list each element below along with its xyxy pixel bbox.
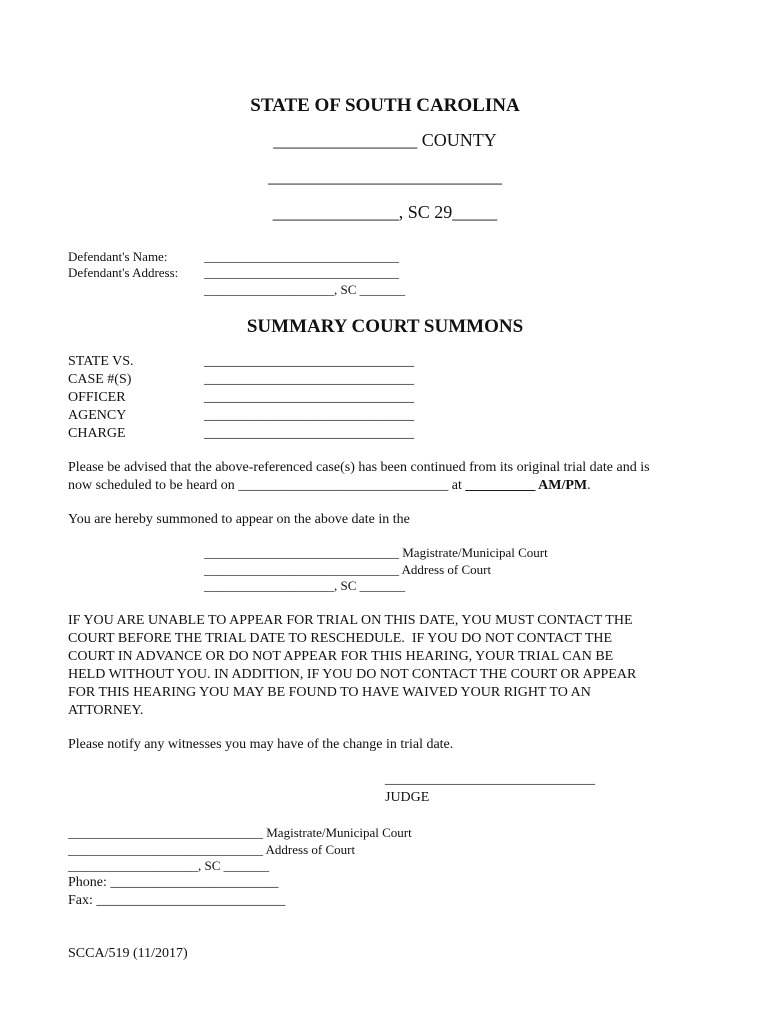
footer-court-address-field[interactable]: ______________________________ Address of Court — [68, 842, 356, 857]
warning-line-3: COURT IN ADVANCE OR DO NOT APPEAR FOR THIS HEARING, YOUR TRIAL CAN BE — [68, 649, 614, 664]
defendant-name-label: Defendant's Name: — [68, 249, 168, 264]
county-line[interactable]: ________________ COUNTY — [273, 130, 497, 150]
court-name-line[interactable]: __________________________ — [268, 166, 502, 186]
agency-field[interactable]: ______________________________ — [204, 408, 414, 423]
warning-line-5: FOR THIS HEARING YOU MAY BE FOUND TO HAVE WAIVED YOUR RIGHT TO AN — [68, 685, 591, 700]
trial-time-field[interactable]: __________ AM/PM — [465, 478, 588, 493]
summon-text: You are hereby summoned to appear on the above date in the — [68, 512, 410, 527]
city-zip-line[interactable]: ______________, SC 29_____ — [272, 202, 498, 222]
agency-label: AGENCY — [68, 408, 127, 423]
witness-notice: Please notify any witnesses you may have of the change in trial date. — [68, 737, 454, 752]
case-number-label: CASE #(S) — [68, 372, 132, 387]
defendant-city-field[interactable]: ____________________, SC _______ — [204, 282, 406, 297]
defendant-address-label: Defendant's Address: — [68, 265, 179, 280]
defendant-name-field[interactable]: ______________________________ — [204, 249, 399, 264]
notice-line-1: Please be advised that the above-referenced case(s) has been continued from its original trial date and is — [68, 460, 650, 475]
state-vs-label: STATE VS. — [68, 354, 134, 369]
warning-line-4: HELD WITHOUT YOU. IN ADDITION, IF YOU DO NOT CONTACT THE COURT OR APPEAR — [68, 667, 637, 682]
notice-period: . — [587, 478, 591, 493]
fax-field[interactable]: Fax: ___________________________ — [68, 893, 286, 908]
form-id: SCCA/519 (11/2017) — [68, 946, 188, 961]
defendant-address-field[interactable]: ______________________________ — [204, 265, 399, 280]
form-title: SUMMARY COURT SUMMONS — [246, 316, 524, 337]
warning-line-1: IF YOU ARE UNABLE TO APPEAR FOR TRIAL ON THIS DATE, YOU MUST CONTACT THE — [68, 613, 633, 628]
charge-label: CHARGE — [68, 426, 126, 441]
court-address-field[interactable]: ______________________________ Address of Court — [204, 562, 492, 577]
footer-court-city-field[interactable]: ____________________, SC _______ — [68, 858, 270, 873]
phone-field[interactable]: Phone: ________________________ — [68, 875, 279, 890]
footer-court-name-field[interactable]: ______________________________ Magistrate/Municipal Court — [68, 825, 412, 840]
warning-line-2: COURT BEFORE THE TRIAL DATE TO RESCHEDULE. IF YOU DO NOT CONTACT THE — [68, 631, 613, 646]
notice-line-2 — [68, 477, 591, 495]
charge-field[interactable]: ______________________________ — [204, 426, 414, 441]
warning-line-6: ATTORNEY. — [68, 703, 144, 718]
court-name-field[interactable]: ______________________________ Magistrate/Municipal Court — [204, 545, 548, 560]
judge-label: JUDGE — [385, 790, 430, 805]
judge-signature-line[interactable]: ______________________________ — [385, 772, 595, 787]
state-vs-field[interactable]: ______________________________ — [204, 354, 414, 369]
officer-field[interactable]: ______________________________ — [204, 390, 414, 405]
officer-label: OFFICER — [68, 390, 126, 405]
state-heading: STATE OF SOUTH CAROLINA — [250, 95, 520, 116]
trial-date-text[interactable]: now scheduled to be heard on ______________________________ at — [68, 478, 466, 493]
case-number-field[interactable]: ______________________________ — [204, 372, 414, 387]
court-city-field[interactable]: ____________________, SC _______ — [204, 578, 406, 593]
